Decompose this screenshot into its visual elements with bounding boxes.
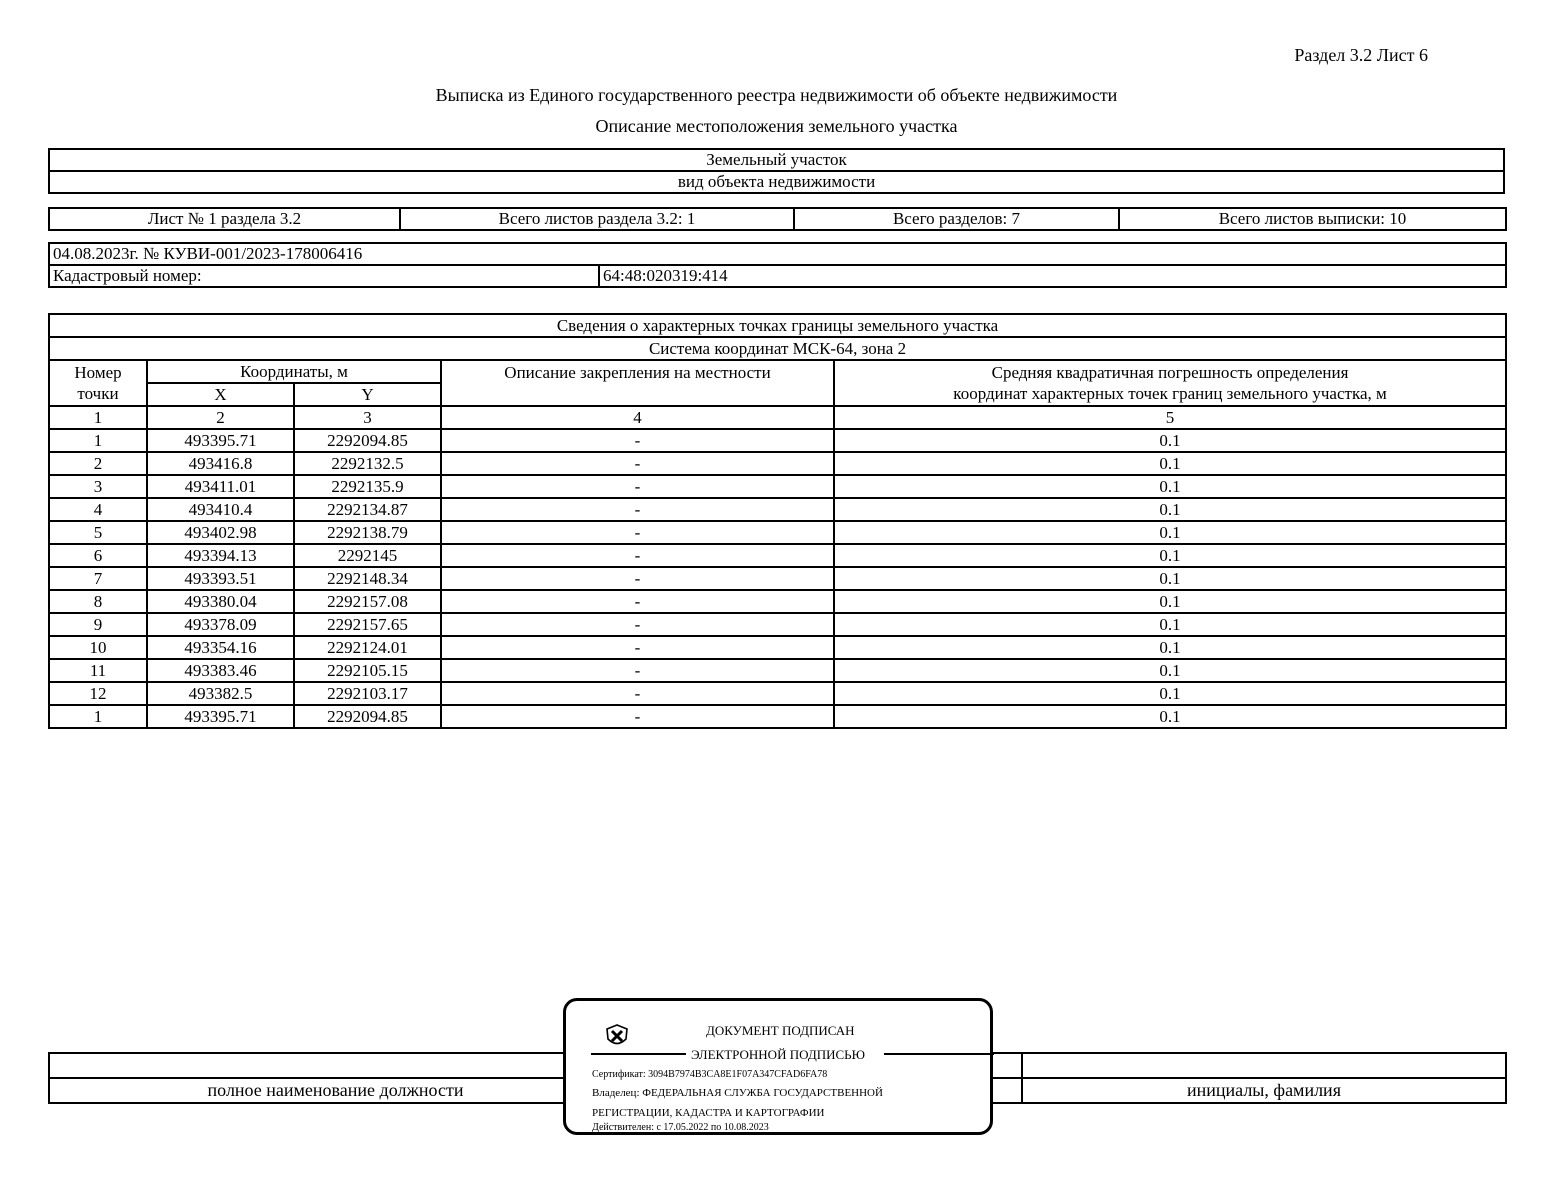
coord-y: 2292094.85 (294, 429, 441, 452)
point-description: - (441, 544, 834, 567)
name-field (1022, 1053, 1506, 1078)
cadastral-label: Кадастровый номер: (49, 265, 599, 287)
header-x: X (147, 383, 294, 406)
header-y: Y (294, 383, 441, 406)
coord-y: 2292103.17 (294, 682, 441, 705)
coat-of-arms-icon (604, 1023, 630, 1049)
point-description: - (441, 590, 834, 613)
point-description: - (441, 567, 834, 590)
total-section-sheets: Всего листов раздела 3.2: 1 (400, 208, 794, 230)
point-description: - (441, 659, 834, 682)
point-number: 3 (49, 475, 147, 498)
coordinate-system: Система координат МСК-64, зона 2 (49, 337, 1506, 360)
point-description: - (441, 636, 834, 659)
stamp-line1: ДОКУМЕНТ ПОДПИСАН (706, 1023, 855, 1038)
object-type-table (48, 148, 1505, 194)
stamp-owner-line1: Владелец: ФЕДЕРАЛЬНАЯ СЛУЖБА ГОСУДАРСТВЕННОЙ (592, 1087, 883, 1099)
sheets-info-table (48, 207, 1507, 231)
coord-x: 493395.71 (147, 429, 294, 452)
table-row (49, 452, 1506, 475)
point-error: 0.1 (834, 682, 1506, 705)
coord-x: 493411.01 (147, 475, 294, 498)
coord-y: 2292124.01 (294, 636, 441, 659)
points-table-title: Сведения о характерных точках границы земельного участка (49, 314, 1506, 337)
point-description: - (441, 475, 834, 498)
position-caption: полное наименование должности (49, 1078, 622, 1103)
header-point-number-line2: точки (77, 384, 119, 403)
stamp-line2: ЭЛЕКТРОННОЙ ПОДПИСЬЮ (691, 1047, 865, 1062)
coord-y: 2292135.9 (294, 475, 441, 498)
boundary-points-table (48, 313, 1507, 729)
point-error: 0.1 (834, 544, 1506, 567)
coord-y: 2292134.87 (294, 498, 441, 521)
header-error (834, 360, 1506, 406)
cadastral-number: 64:48:020319:414 (599, 265, 1506, 287)
sheet-number: Лист № 1 раздела 3.2 (49, 208, 400, 230)
point-error: 0.1 (834, 498, 1506, 521)
header-point-number (49, 360, 147, 406)
coord-x: 493394.13 (147, 544, 294, 567)
point-error: 0.1 (834, 659, 1506, 682)
table-row (49, 544, 1506, 567)
point-number: 8 (49, 590, 147, 613)
point-number: 12 (49, 682, 147, 705)
point-description: - (441, 521, 834, 544)
coord-x: 493393.51 (147, 567, 294, 590)
object-type-caption: вид объекта недвижимости (49, 171, 1504, 193)
points-body (49, 429, 1506, 728)
stamp-rule-right (884, 1053, 994, 1055)
coord-y: 2292132.5 (294, 452, 441, 475)
coord-x: 493380.04 (147, 590, 294, 613)
table-row (49, 475, 1506, 498)
table-row (49, 590, 1506, 613)
header-coordinates: Координаты, м (147, 360, 441, 383)
position-field (49, 1053, 622, 1078)
coord-x: 493354.16 (147, 636, 294, 659)
point-error: 0.1 (834, 613, 1506, 636)
point-number: 6 (49, 544, 147, 567)
table-row (49, 682, 1506, 705)
table-row (49, 521, 1506, 544)
cadastral-table (48, 242, 1507, 288)
table-row (49, 659, 1506, 682)
header-error-line2: координат характерных точек границ земельного участка, м (953, 384, 1387, 403)
coord-y: 2292105.15 (294, 659, 441, 682)
point-error: 0.1 (834, 452, 1506, 475)
header-error-line1: Средняя квадратичная погрешность определения (991, 363, 1349, 382)
coord-y: 2292148.34 (294, 567, 441, 590)
point-number: 10 (49, 636, 147, 659)
coord-x: 493402.98 (147, 521, 294, 544)
table-row (49, 498, 1506, 521)
point-description: - (441, 705, 834, 728)
table-row (49, 613, 1506, 636)
point-error: 0.1 (834, 475, 1506, 498)
coord-y: 2292157.08 (294, 590, 441, 613)
point-number: 2 (49, 452, 147, 475)
document-title: Выписка из Единого государственного реестра недвижимости об объекте недвижимости (435, 85, 1118, 105)
point-number: 4 (49, 498, 147, 521)
column-number: 2 (147, 406, 294, 429)
coord-x: 493383.46 (147, 659, 294, 682)
sheet-label: Раздел 3.2 Лист 6 (1294, 45, 1428, 65)
point-error: 0.1 (834, 521, 1506, 544)
electronic-signature-stamp (563, 998, 993, 1135)
header-point-number-line1: Номер (74, 363, 122, 382)
point-error: 0.1 (834, 636, 1506, 659)
coord-x: 493410.4 (147, 498, 294, 521)
point-description: - (441, 498, 834, 521)
object-type: Земельный участок (49, 149, 1504, 171)
point-number: 5 (49, 521, 147, 544)
header-description: Описание закрепления на местности (441, 360, 834, 406)
point-error: 0.1 (834, 590, 1506, 613)
stamp-owner-line2: РЕГИСТРАЦИИ, КАДАСТРА И КАРТОГРАФИИ (592, 1107, 825, 1119)
coord-y: 2292145 (294, 544, 441, 567)
point-error: 0.1 (834, 429, 1506, 452)
point-number: 9 (49, 613, 147, 636)
coord-y: 2292138.79 (294, 521, 441, 544)
coord-x: 493382.5 (147, 682, 294, 705)
point-description: - (441, 429, 834, 452)
column-number: 4 (441, 406, 834, 429)
coord-x: 493378.09 (147, 613, 294, 636)
point-error: 0.1 (834, 567, 1506, 590)
column-number: 5 (834, 406, 1506, 429)
column-number: 1 (49, 406, 147, 429)
point-number: 7 (49, 567, 147, 590)
stamp-rule-left (591, 1053, 686, 1055)
column-number: 3 (294, 406, 441, 429)
point-description: - (441, 452, 834, 475)
coord-y: 2292157.65 (294, 613, 441, 636)
point-description: - (441, 613, 834, 636)
stamp-validity: Действителен: с 17.05.2022 по 10.08.2023 (592, 1122, 769, 1133)
table-row (49, 636, 1506, 659)
point-number: 1 (49, 429, 147, 452)
coord-y: 2292094.85 (294, 705, 441, 728)
document-subtitle: Описание местоположения земельного участка (595, 116, 958, 136)
extract-date-number: 04.08.2023г. № КУВИ-001/2023-178006416 (49, 243, 1506, 265)
coord-x: 493416.8 (147, 452, 294, 475)
point-number: 11 (49, 659, 147, 682)
name-caption: инициалы, фамилия (1022, 1078, 1506, 1103)
total-extract-sheets: Всего листов выписки: 10 (1119, 208, 1506, 230)
table-row (49, 429, 1506, 452)
point-error: 0.1 (834, 705, 1506, 728)
table-row (49, 567, 1506, 590)
coord-x: 493395.71 (147, 705, 294, 728)
point-number: 1 (49, 705, 147, 728)
total-sections: Всего разделов: 7 (794, 208, 1119, 230)
table-row (49, 705, 1506, 728)
point-description: - (441, 682, 834, 705)
column-numbers-row (49, 406, 1506, 429)
stamp-certificate: Сертификат: 3094B7974B3CA8E1F07A347CFAD6FA78 (592, 1069, 828, 1080)
